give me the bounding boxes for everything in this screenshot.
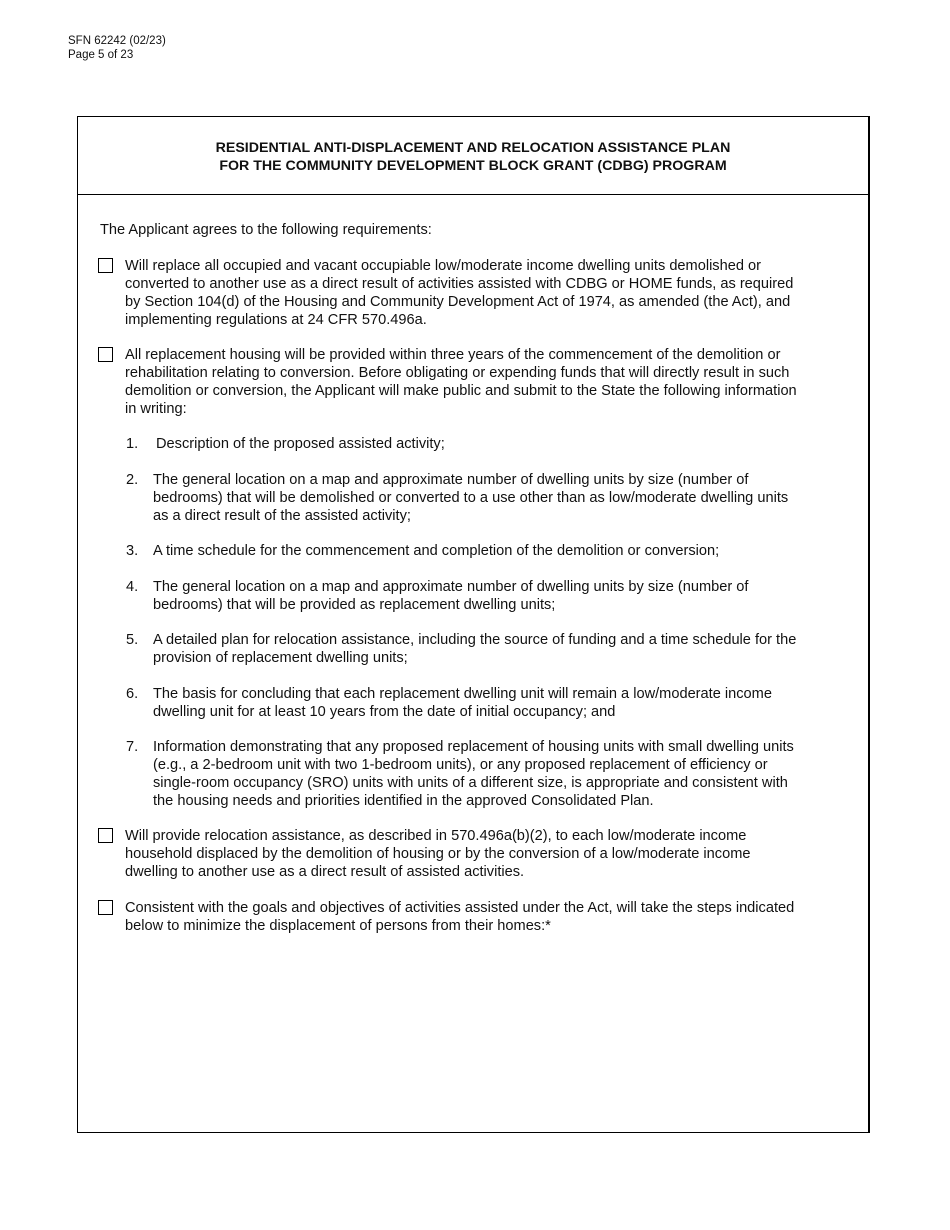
text-line: Description of the proposed assisted activity; — [156, 436, 445, 452]
requirement-replacement-housing — [98, 346, 844, 418]
text-line: dwelling unit for at least 10 years from the date of initial occupancy; and — [153, 704, 616, 720]
text-line: Will replace all occupied and vacant occupiable low/moderate income dwelling units demolished or — [125, 258, 761, 274]
list-item-6 — [126, 685, 844, 721]
text-line: the housing needs and priorities identified in the approved Consolidated Plan. — [153, 793, 654, 809]
list-text — [153, 685, 844, 721]
list-number: 6. — [126, 686, 139, 702]
text-line: Will provide relocation assistance, as described in 570.496a(b)(2), to each low/moderate income — [125, 828, 747, 844]
list-number: 4. — [126, 579, 139, 595]
form-title — [78, 117, 868, 195]
text-line: as a direct result of the assisted activity; — [153, 508, 411, 524]
text-line: single-room occupancy (SRO) units with units of a different size, is appropriate and consistent with — [153, 775, 788, 791]
requirement-text — [125, 257, 844, 329]
requirement-minimize-displacement-checkbox[interactable] — [98, 900, 113, 915]
text-line: below to minimize the displacement of persons from their homes:* — [125, 918, 551, 934]
list-text — [153, 471, 844, 525]
list-item-7 — [126, 738, 844, 810]
form-title-line-2: FOR THE COMMUNITY DEVELOPMENT BLOCK GRANT (CDBG) PROGRAM — [219, 157, 727, 174]
text-line: by Section 104(d) of the Housing and Community Development Act of 1974, as amended (the Act), and — [125, 294, 791, 310]
form-title-line-1: RESIDENTIAL ANTI-DISPLACEMENT AND RELOCATION ASSISTANCE PLAN — [215, 139, 731, 156]
text-line: household displaced by the demolition of housing or by the conversion of a low/moderate income — [125, 846, 751, 862]
requirement-text — [125, 346, 844, 418]
list-number: 2. — [126, 472, 139, 488]
page-header — [68, 34, 166, 62]
text-line: in writing: — [125, 401, 187, 417]
text-line: The basis for concluding that each replacement dwelling unit will remain a low/moderate income — [153, 686, 772, 702]
form-box — [77, 116, 870, 1133]
requirement-replacement-housing-checkbox[interactable] — [98, 347, 113, 362]
list-item-4 — [126, 578, 844, 614]
list-number: 1. — [126, 436, 139, 452]
list-text — [153, 578, 844, 614]
list-item-1 — [126, 435, 844, 453]
text-line: provision of replacement dwelling units; — [153, 650, 408, 666]
requirement-text — [125, 899, 844, 935]
text-line: implementing regulations at 24 CFR 570.496a. — [125, 312, 427, 328]
list-text — [153, 631, 844, 667]
text-line: Consistent with the goals and objectives of activities assisted under the Act, will take the steps indicated — [125, 900, 795, 916]
list-item-3 — [126, 542, 844, 560]
text-line: Information demonstrating that any proposed replacement of housing units with small dwelling units — [153, 739, 794, 755]
requirement-replace-units-checkbox[interactable] — [98, 258, 113, 273]
requirement-minimize-displacement — [98, 899, 844, 935]
text-line: All replacement housing will be provided within three years of the commencement of the demolition or — [125, 347, 781, 363]
list-text — [153, 738, 844, 810]
text-line: A detailed plan for relocation assistance, including the source of funding and a time schedule for the — [153, 632, 797, 648]
intro-text: The Applicant agrees to the following requirements: — [100, 222, 432, 238]
list-item-2 — [126, 471, 844, 525]
text-line: converted to another use as a direct result of activities assisted with CDBG or HOME funds, as required — [125, 276, 794, 292]
list-number: 5. — [126, 632, 139, 648]
text-line: dwelling to another use as a direct result of assisted activities. — [125, 864, 525, 880]
text-line: bedrooms) that will be demolished or converted to a use other than as low/moderate dwelling units — [153, 490, 789, 506]
page-number: Page 5 of 23 — [68, 49, 134, 61]
list-text — [153, 542, 844, 560]
text-line: demolition or conversion, the Applicant will make public and submit to the State the following information — [125, 383, 797, 399]
list-number: 7. — [126, 739, 139, 755]
text-line: rehabilitation relating to conversion. Before obligating or expending funds that will directly result in such — [125, 365, 790, 381]
text-line: The general location on a map and approximate number of dwelling units by size (number of — [153, 472, 749, 488]
requirement-relocation-assistance-checkbox[interactable] — [98, 828, 113, 843]
list-text — [156, 435, 844, 453]
requirement-relocation-assistance — [98, 827, 844, 881]
list-number: 3. — [126, 543, 139, 559]
text-line: The general location on a map and approximate number of dwelling units by size (number of — [153, 579, 749, 595]
text-line: (e.g., a 2-bedroom unit with two 1-bedroom units), or any proposed replacement of efficiency or — [153, 757, 768, 773]
list-item-5 — [126, 631, 844, 667]
requirement-replace-units — [98, 257, 844, 329]
requirement-text — [125, 827, 844, 881]
text-line: bedrooms) that will be provided as replacement dwelling units; — [153, 597, 556, 613]
text-line: A time schedule for the commencement and completion of the demolition or conversion; — [153, 543, 720, 559]
form-number: SFN 62242 (02/23) — [68, 35, 166, 47]
